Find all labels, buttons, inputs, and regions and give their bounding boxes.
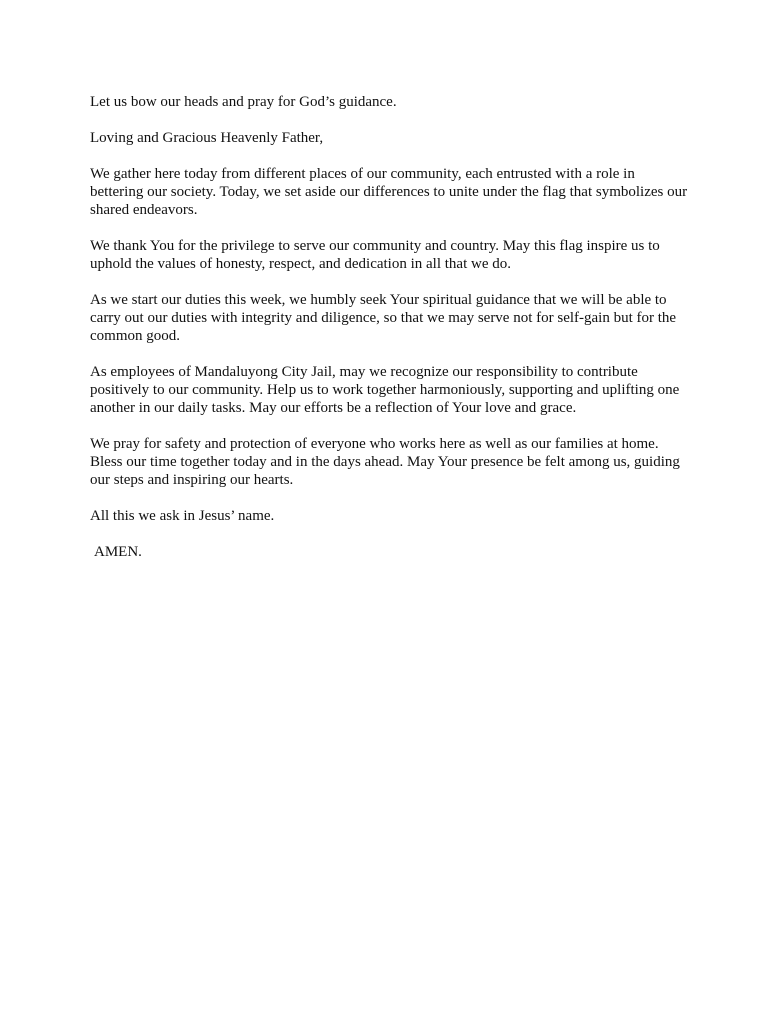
- amen-line: AMEN.: [94, 544, 142, 560]
- prayer-paragraph-thanks: We thank You for the privilege to serve our community and country. May this flag inspire us to uphold the values of honesty, respect, and dedication in all that we do.: [90, 238, 660, 272]
- prayer-paragraph-gathering: We gather here today from different places of our community, each entrusted with a role in bettering our society. Today, we set aside our differences to unite under the flag that symbolizes our shared endeavors.: [90, 166, 688, 218]
- closing-line: All this we ask in Jesus’ name.: [90, 508, 275, 524]
- salutation: Loving and Gracious Heavenly Father,: [90, 130, 324, 146]
- prayer-paragraph-employees: As employees of Mandaluyong City Jail, may we recognize our responsibility to contribute positively to our community. Help us to work together harmoniously, supporting and uplifting one another in our daily tasks. May our efforts be a reflection of Your love and grace.: [90, 364, 680, 416]
- prayer-paragraph-guidance: As we start our duties this week, we humbly seek Your spiritual guidance that we will be able to carry out our duties with integrity and diligence, so that we may serve not for self-gain but for the common good.: [90, 292, 677, 344]
- prayer-paragraph-safety: We pray for safety and protection of everyone who works here as well as our families at home. Bless our time together today and in the days ahead. May Your presence be felt among us, guiding our steps and inspiring our hearts.: [90, 436, 680, 488]
- invocation-line: Let us bow our heads and pray for God’s guidance.: [90, 94, 397, 110]
